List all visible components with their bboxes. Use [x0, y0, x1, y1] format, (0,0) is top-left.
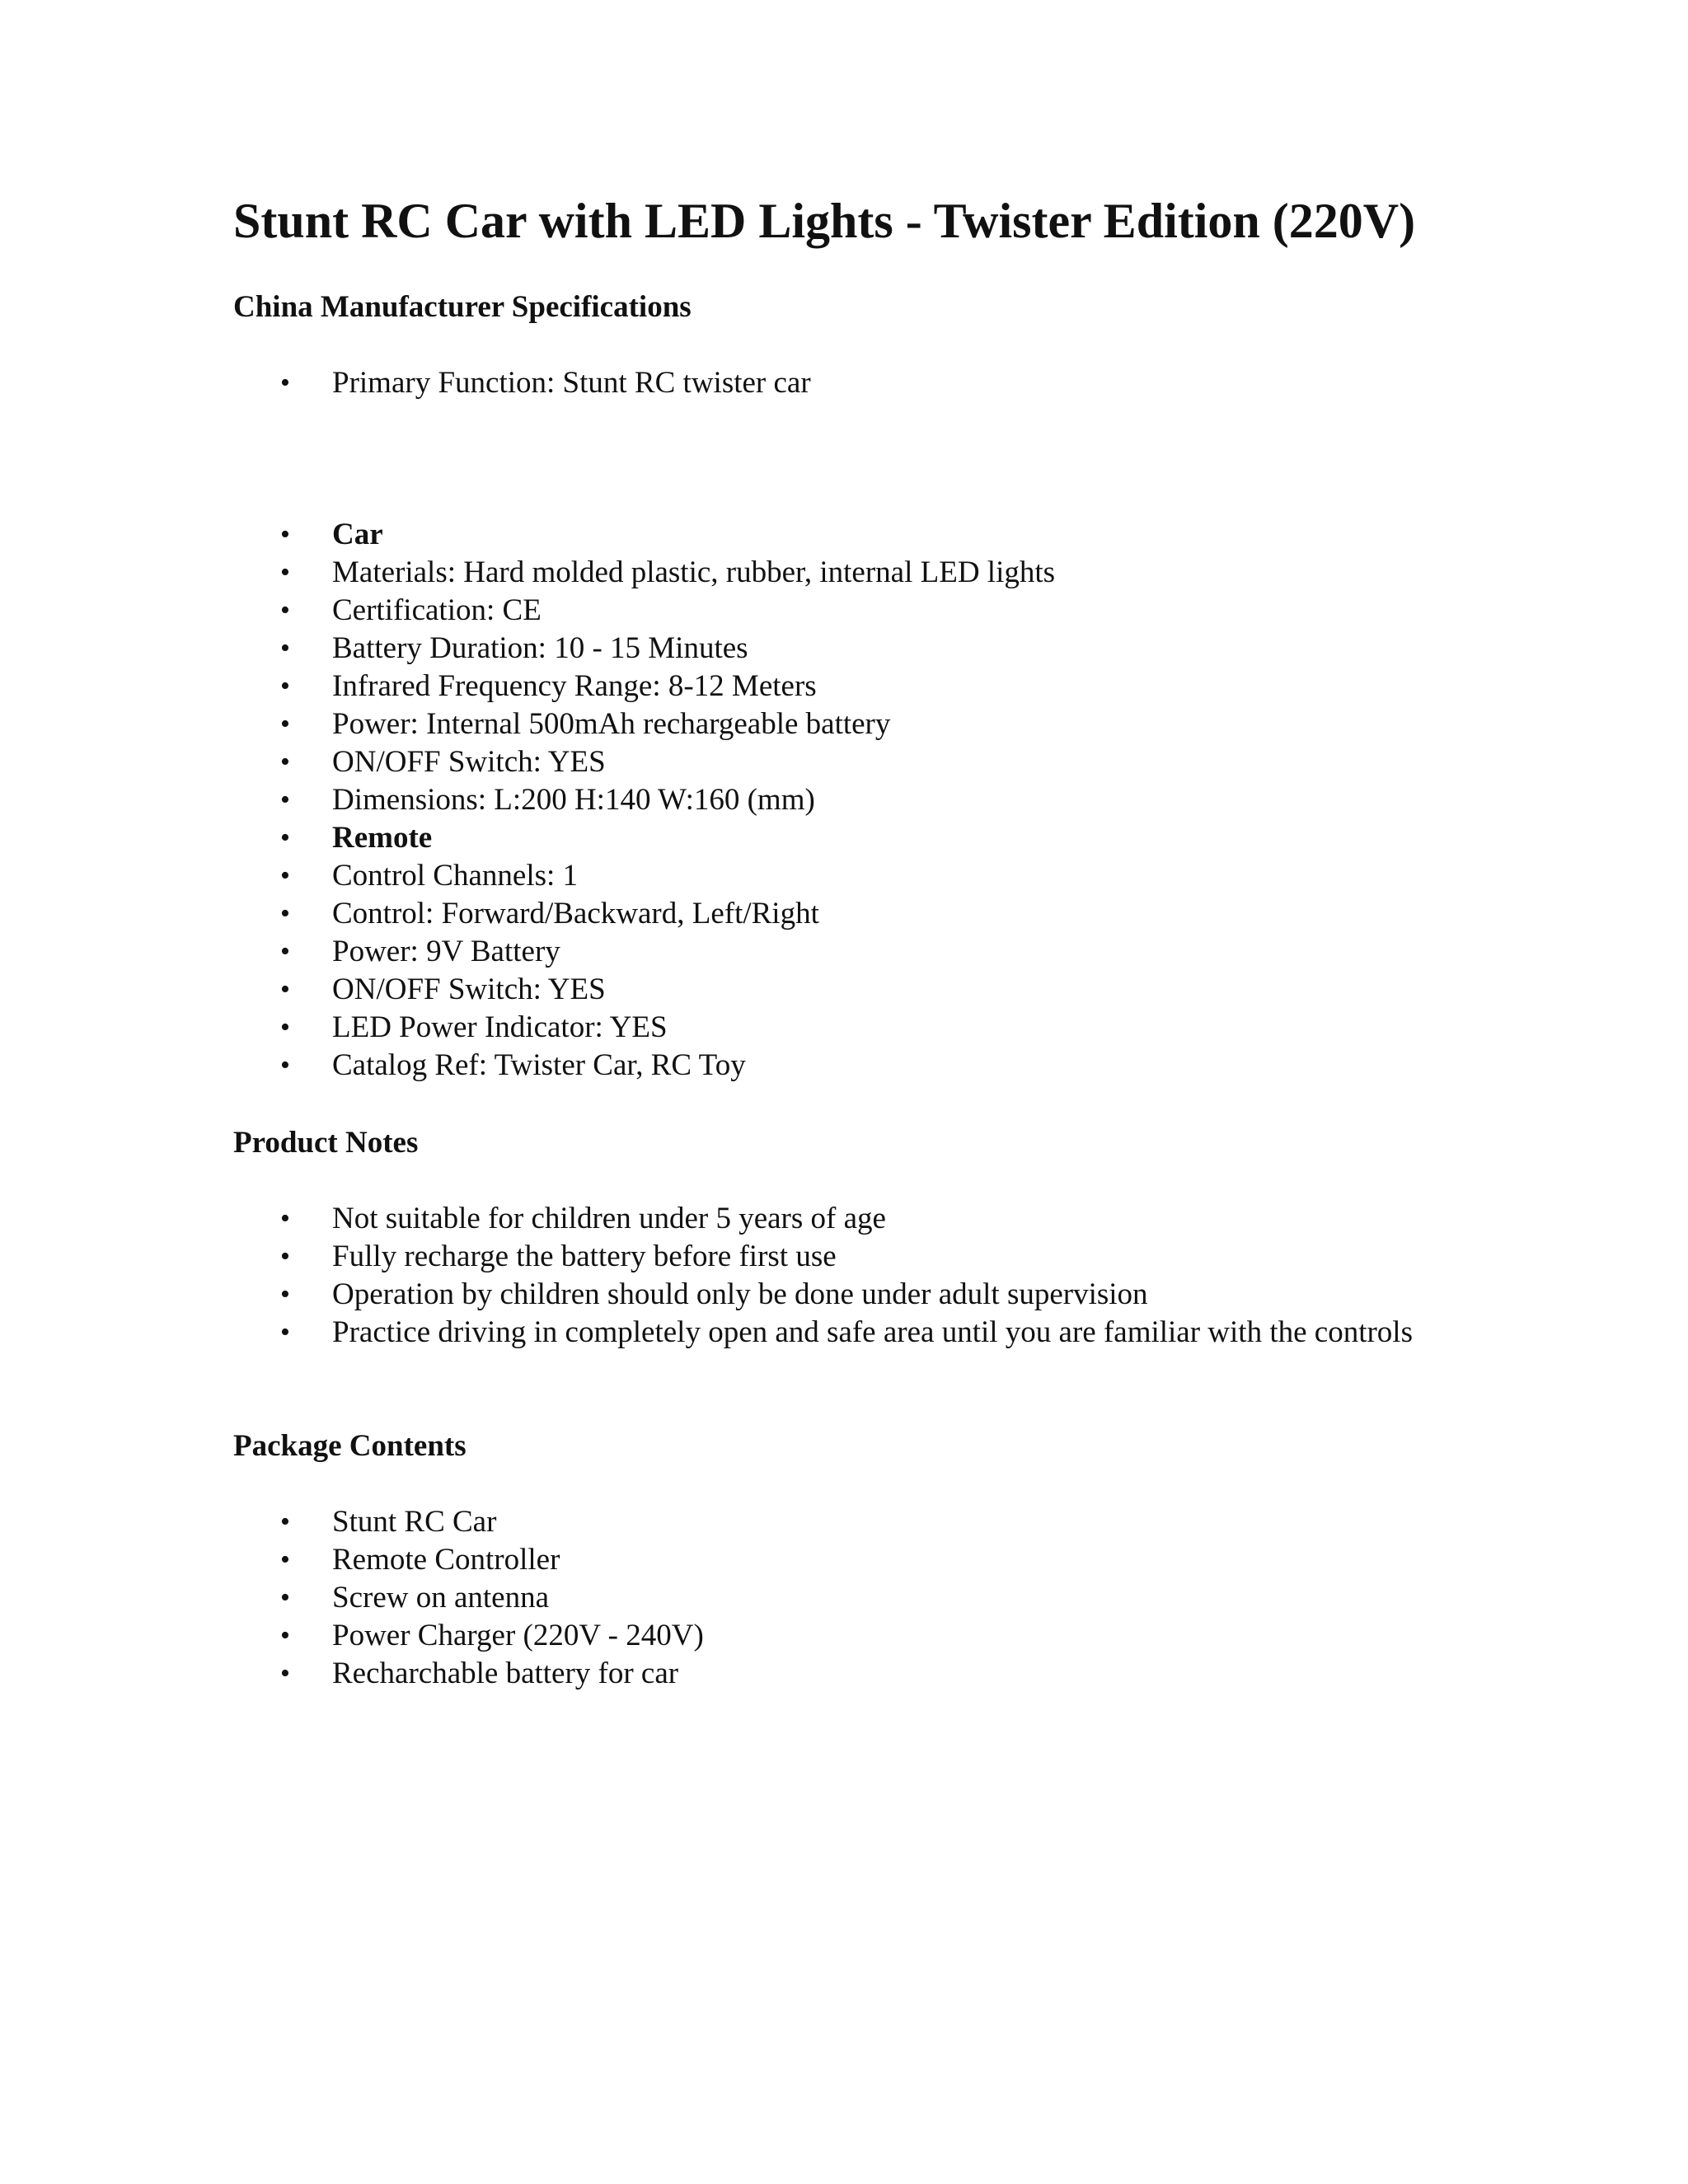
list-item: • Screw on antenna	[233, 1579, 1453, 1617]
section-heading-package-contents: Package Contents	[233, 1429, 467, 1463]
list-item: • Dimensions: L:200 H:140 W:160 (mm)	[233, 781, 1453, 819]
list-item: • Operation by children should only be done under adult supervision	[233, 1276, 1453, 1314]
list-item: • Stunt RC Car	[233, 1503, 1453, 1541]
list-item: • Materials: Hard molded plastic, rubber, internal LED lights	[233, 554, 1453, 592]
package-contents-list	[233, 1503, 1453, 1693]
list-item: • Power: 9V Battery	[233, 933, 1453, 971]
list-item: • Practice driving in completely open and safe area until you are familiar with the controls	[233, 1314, 1503, 1352]
spec-list	[233, 516, 1453, 1085]
list-item: • Control Channels: 1	[233, 857, 1453, 895]
list-item: • Remote Controller	[233, 1541, 1453, 1579]
document-title: Stunt RC Car with LED Lights - Twister Edition (220V)	[233, 194, 1416, 248]
list-item-car-heading: • Car	[233, 516, 1453, 554]
list-item: • Control: Forward/Backward, Left/Right	[233, 895, 1453, 933]
list-item: • ON/OFF Switch: YES	[233, 743, 1453, 781]
primary-function-list	[233, 364, 1453, 402]
list-item: • Not suitable for children under 5 years of age	[233, 1200, 1453, 1238]
list-item: • Catalog Ref: Twister Car, RC Toy	[233, 1047, 1453, 1085]
list-item: • Primary Function: Stunt RC twister car	[233, 364, 1453, 402]
list-item: • Power Charger (220V - 240V)	[233, 1617, 1453, 1655]
list-item: • Power: Internal 500mAh rechargeable battery	[233, 705, 1453, 743]
list-item: • Recharchable battery for car	[233, 1655, 1453, 1693]
list-item-remote-heading: • Remote	[233, 819, 1453, 857]
product-notes-list	[233, 1200, 1453, 1352]
section-heading-product-notes: Product Notes	[233, 1126, 419, 1160]
list-item: • ON/OFF Switch: YES	[233, 971, 1453, 1009]
list-item: • LED Power Indicator: YES	[233, 1009, 1453, 1047]
section-heading-specifications: China Manufacturer Specifications	[233, 290, 692, 324]
list-item: • Battery Duration: 10 - 15 Minutes	[233, 630, 1453, 668]
list-item: • Infrared Frequency Range: 8-12 Meters	[233, 668, 1453, 705]
list-item: • Certification: CE	[233, 592, 1453, 630]
list-item: • Fully recharge the battery before first use	[233, 1238, 1453, 1276]
